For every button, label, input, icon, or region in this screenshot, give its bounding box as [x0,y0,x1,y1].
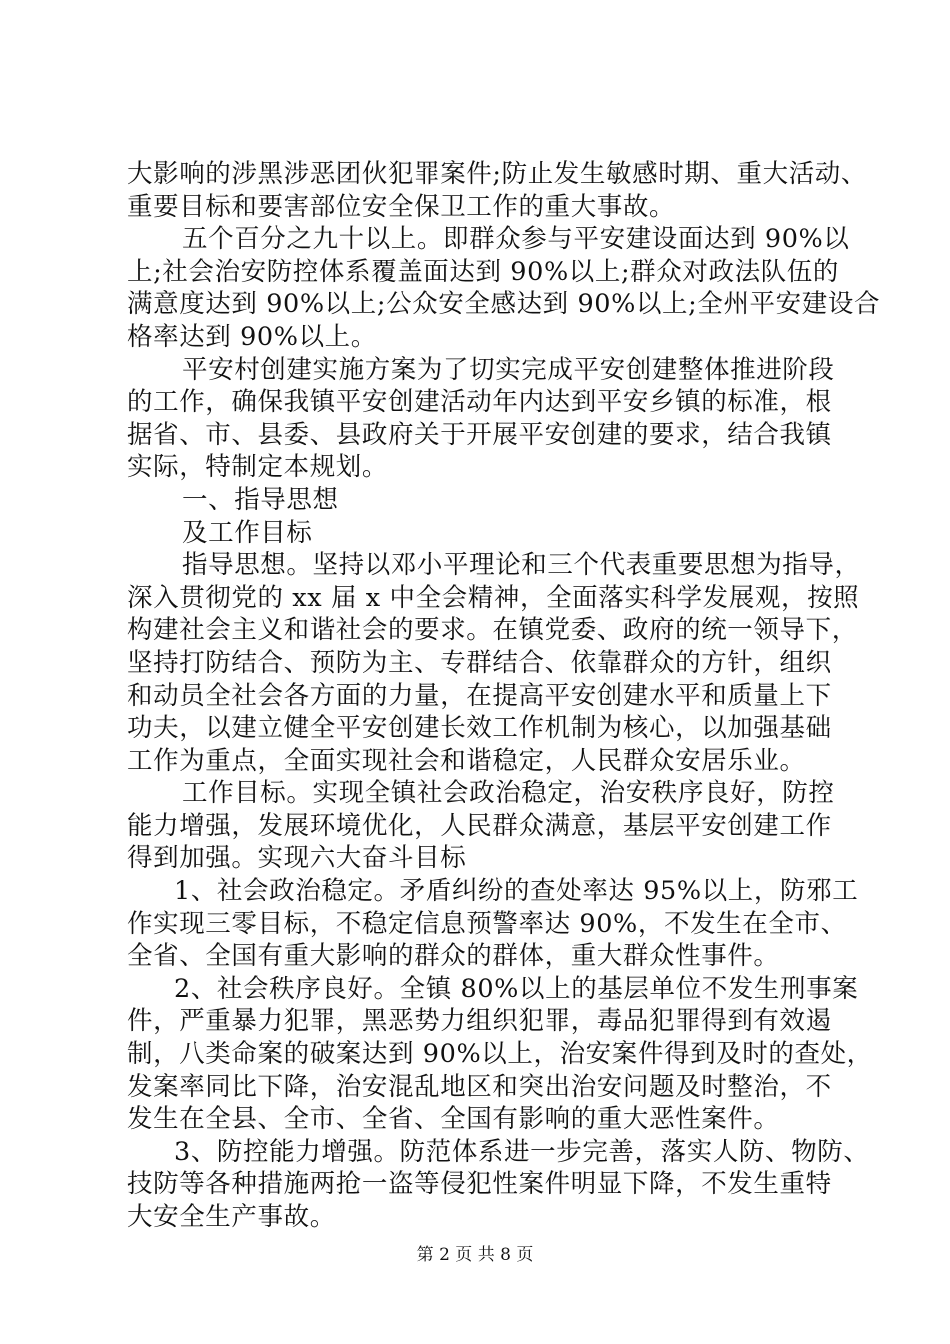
text-line: 和动员全社会各方面的力量，在提高平安创建水平和质量上下 [127,680,832,711]
text-line: 格率达到 90%以上。 [127,321,377,352]
paragraph-first-line: 五个百分之九十以上。即群众参与平安建设面达到 90%以 [182,224,850,255]
text-line: 件，严重暴力犯罪，黑恶势力组织犯罪，毒品犯罪得到有效遏 [127,1006,832,1037]
text-line: 全省、全国有重大影响的群众的群体，重大群众性事件。 [127,941,780,972]
list-item-first-line: 3、防控能力增强。防范体系进一步完善，落实人防、物防、 [174,1136,870,1167]
text-line: 重要目标和要害部位安全保卫工作的重大事故。 [127,191,676,222]
page-number: 第 2 页 共 8 页 [416,1245,534,1265]
document-body [127,158,881,1234]
text-line: 作实现三零目标，不稳定信息预警率达 90%，不发生在全市、 [127,908,847,939]
text-line: 能力增强，发展环境优化，人民群众满意，基层平安创建工作 [127,810,832,841]
text-line: 构建社会主义和谐社会的要求。在镇党委、政府的统一领导下， [127,615,858,646]
section-heading: 一、指导思想 [182,484,339,515]
list-item-first-line: 1、社会政治稳定。矛盾纠纷的查处率达 95%以上，防邪工 [174,876,859,907]
text-line: 技防等各种措施两抢一盗等侵犯性案件明显下降，不发生重特 [127,1169,832,1200]
text-line: 坚持打防结合、预防为主、专群结合、依靠群众的方针，组织 [127,647,832,678]
paragraph-first-line: 工作目标。实现全镇社会政治稳定，治安秩序良好，防控 [182,778,835,809]
text-line: 发案率同比下降，治安混乱地区和突出治安问题及时整治，不 [127,1071,832,1102]
text-line: 深入贯彻党的 xx 届 x 中全会精神，全面落实科学发展观，按照 [127,582,860,613]
text-line: 工作为重点，全面实现社会和谐稳定，人民群众安居乐业。 [127,745,806,776]
paragraph-first-line: 指导思想。坚持以邓小平理论和三个代表重要思想为指导， [182,550,861,581]
text-line: 大影响的涉黑涉恶团伙犯罪案件;防止发生敏感时期、重大活动、 [127,159,867,189]
text-line: 的工作，确保我镇平安创建活动年内达到平安乡镇的标准，根 [127,387,832,418]
text-line: 大安全生产事故。 [127,1202,336,1232]
text-line: 发生在全县、全市、全省、全国有影响的重大恶性案件。 [127,1104,780,1135]
list-item-first-line: 2、社会秩序良好。全镇 80%以上的基层单位不发生刑事案 [174,973,859,1004]
text-line: 制，八类命案的破案达到 90%以上，治安案件得到及时的查处， [127,1039,873,1070]
text-line: 上;社会治安防控体系覆盖面达到 90%以上;群众对政法队伍的 [127,256,839,287]
text-line: 得到加强。实现六大奋斗目标 [127,843,467,874]
text-line: 满意度达到 90%以上;公众安全感达到 90%以上;全州平安建设合 [127,289,881,320]
text-line: 功夫，以建立健全平安创建长效工作机制为核心，以加强基础 [127,713,832,744]
section-heading: 及工作目标 [182,517,313,548]
text-line: 实际，特制定本规划。 [127,452,389,483]
text-line: 据省、市、县委、县政府关于开展平安创建的要求，结合我镇 [127,419,832,450]
paragraph-first-line: 平安村创建实施方案为了切实完成平安创建整体推进阶段 [182,354,835,385]
